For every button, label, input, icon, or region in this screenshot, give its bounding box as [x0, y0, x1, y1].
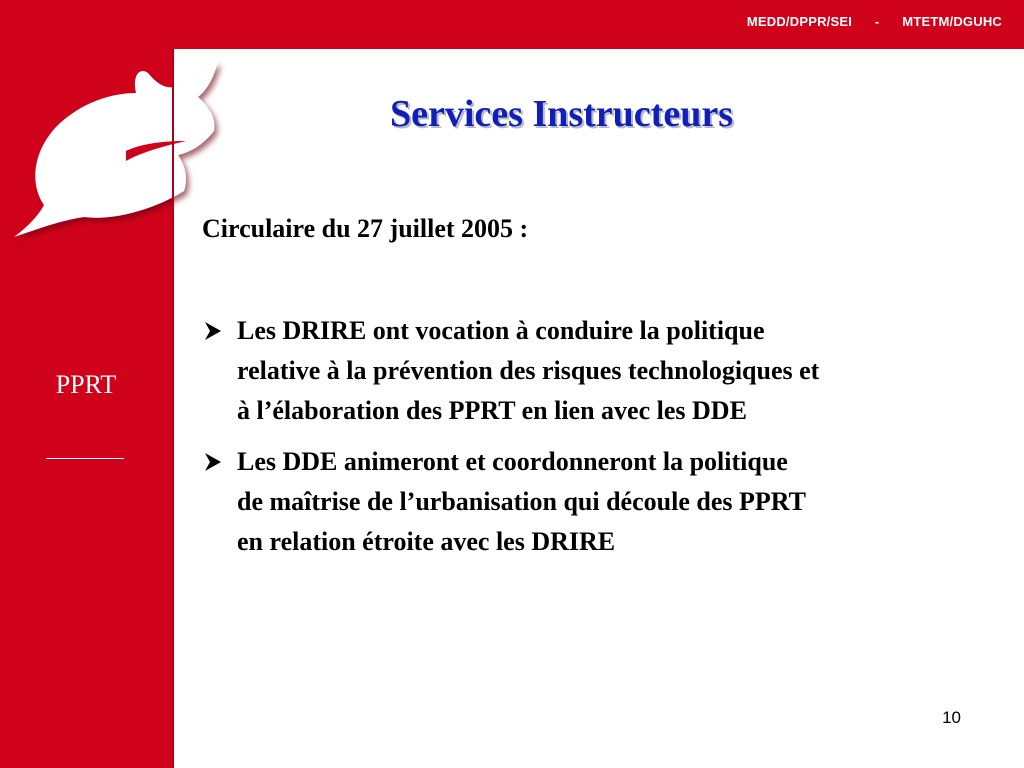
- bullet-line: relative à la prévention des risques technologiques et: [237, 356, 820, 385]
- header-org-text: MEDD/DPPR/SEI - MTETM/DGUHC: [746, 14, 1002, 29]
- sidebar-edge: [172, 49, 174, 768]
- sidebar-divider: [46, 458, 124, 459]
- bullet-item-dde: [202, 442, 1012, 562]
- bullet-line: Les DRIRE ont vocation à conduire la politique: [237, 316, 765, 345]
- slide-title: Services Instructeurs: [390, 93, 733, 135]
- bullet-line: en relation étroite avec les DRIRE: [237, 527, 616, 556]
- bullet-line: à l’élaboration des PPRT en lien avec les DDE: [237, 396, 747, 425]
- arrowhead-bullet-icon: [202, 311, 232, 342]
- arrowhead-bullet-icon: [202, 442, 232, 473]
- bullet-line: Les DDE animeront et coordonneront la politique: [237, 447, 788, 476]
- page-number: 10: [942, 708, 961, 727]
- sidebar: [0, 0, 172, 768]
- bullet-item-drire: [202, 311, 1012, 431]
- bullet-line: de maîtrise de l’urbanisation qui découle des PPRT: [237, 487, 806, 516]
- sidebar-label: PPRT: [55, 370, 117, 399]
- intro-text: Circulaire du 27 juillet 2005 :: [202, 214, 529, 243]
